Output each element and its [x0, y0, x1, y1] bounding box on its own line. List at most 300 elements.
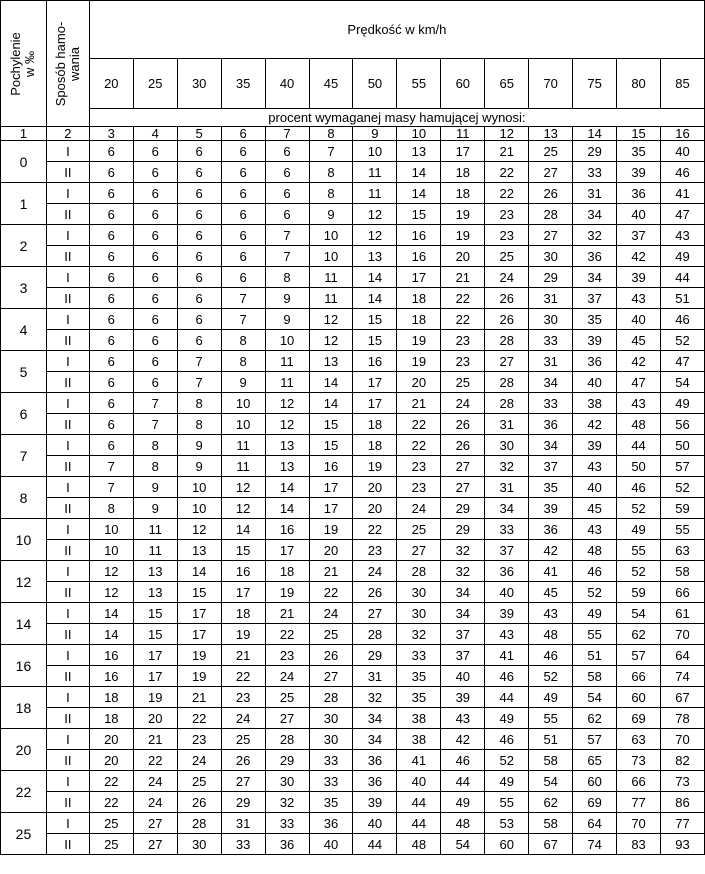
value-cell: 33: [265, 813, 309, 834]
value-cell: 7: [265, 246, 309, 267]
table-row: [1, 204, 705, 225]
value-cell: 48: [529, 624, 573, 645]
value-cell: 77: [617, 792, 661, 813]
braking-mode-cell: I: [46, 393, 89, 414]
value-cell: 10: [353, 141, 397, 162]
value-cell: 9: [177, 456, 221, 477]
table-row: [1, 582, 705, 603]
value-cell: 6: [177, 267, 221, 288]
grade-cell: 25: [1, 813, 47, 855]
value-cell: 55: [573, 624, 617, 645]
table-row: [1, 750, 705, 771]
value-cell: 8: [177, 393, 221, 414]
value-cell: 26: [221, 750, 265, 771]
value-cell: 20: [133, 708, 177, 729]
value-cell: 47: [661, 204, 705, 225]
value-cell: 40: [573, 477, 617, 498]
grade-cell: 14: [1, 603, 47, 645]
value-cell: 8: [309, 183, 353, 204]
value-cell: 50: [661, 435, 705, 456]
value-cell: 86: [661, 792, 705, 813]
value-cell: 22: [265, 624, 309, 645]
value-cell: 12: [177, 519, 221, 540]
value-cell: 55: [617, 540, 661, 561]
value-cell: 6: [133, 204, 177, 225]
table-row: [1, 288, 705, 309]
value-cell: 23: [397, 456, 441, 477]
column-number-cell: 9: [353, 127, 397, 141]
column-number-cell: 1: [1, 127, 47, 141]
value-cell: 6: [265, 183, 309, 204]
value-cell: 9: [265, 309, 309, 330]
table-row: [1, 372, 705, 393]
column-number-cell: 8: [309, 127, 353, 141]
braking-mode-cell: I: [46, 309, 89, 330]
value-cell: 22: [485, 162, 529, 183]
value-cell: 16: [265, 519, 309, 540]
value-cell: 22: [485, 183, 529, 204]
grade-cell: 4: [1, 309, 47, 351]
table-row: [1, 771, 705, 792]
speed-header-cell: 75: [573, 59, 617, 109]
value-cell: 7: [89, 477, 133, 498]
value-cell: 11: [265, 351, 309, 372]
value-cell: 26: [441, 414, 485, 435]
value-cell: 21: [177, 687, 221, 708]
value-cell: 17: [177, 624, 221, 645]
value-cell: 21: [221, 645, 265, 666]
value-cell: 48: [397, 834, 441, 855]
value-cell: 22: [441, 309, 485, 330]
braking-mode-cell: II: [46, 498, 89, 519]
braking-mode-cell: II: [46, 246, 89, 267]
value-cell: 27: [309, 666, 353, 687]
speed-header-cell: 45: [309, 59, 353, 109]
value-cell: 6: [89, 288, 133, 309]
value-cell: 39: [441, 687, 485, 708]
grade-cell: 6: [1, 393, 47, 435]
value-cell: 15: [309, 435, 353, 456]
value-cell: 18: [397, 309, 441, 330]
value-cell: 40: [353, 813, 397, 834]
value-cell: 19: [353, 456, 397, 477]
value-cell: 14: [265, 498, 309, 519]
value-cell: 40: [485, 582, 529, 603]
value-cell: 9: [309, 204, 353, 225]
braking-mode-cell: II: [46, 372, 89, 393]
value-cell: 37: [573, 288, 617, 309]
value-cell: 39: [485, 603, 529, 624]
value-cell: 23: [441, 330, 485, 351]
value-cell: 8: [309, 162, 353, 183]
value-cell: 11: [309, 288, 353, 309]
value-cell: 11: [221, 435, 265, 456]
value-cell: 36: [573, 351, 617, 372]
value-cell: 15: [133, 603, 177, 624]
value-cell: 27: [529, 162, 573, 183]
value-cell: 36: [529, 414, 573, 435]
braking-mode-cell: I: [46, 435, 89, 456]
value-cell: 34: [485, 498, 529, 519]
braking-mode-cell: I: [46, 351, 89, 372]
value-cell: 34: [353, 729, 397, 750]
braking-mode-cell: II: [46, 666, 89, 687]
value-cell: 14: [309, 393, 353, 414]
value-cell: 49: [661, 393, 705, 414]
value-cell: 41: [661, 183, 705, 204]
value-cell: 30: [529, 309, 573, 330]
value-cell: 62: [573, 708, 617, 729]
value-cell: 29: [441, 519, 485, 540]
value-cell: 24: [485, 267, 529, 288]
braking-mode-cell: I: [46, 687, 89, 708]
value-cell: 15: [177, 582, 221, 603]
value-cell: 39: [573, 330, 617, 351]
value-cell: 39: [529, 498, 573, 519]
table-row: [1, 435, 705, 456]
value-cell: 8: [133, 435, 177, 456]
value-cell: 24: [265, 666, 309, 687]
value-cell: 30: [485, 435, 529, 456]
value-cell: 36: [573, 246, 617, 267]
value-cell: 54: [617, 603, 661, 624]
value-cell: 33: [309, 771, 353, 792]
value-cell: 6: [265, 141, 309, 162]
value-cell: 29: [441, 498, 485, 519]
value-cell: 36: [353, 771, 397, 792]
value-cell: 43: [661, 225, 705, 246]
speed-header-cell: 30: [177, 59, 221, 109]
value-cell: 31: [573, 183, 617, 204]
value-cell: 14: [89, 603, 133, 624]
table-row: [1, 414, 705, 435]
value-cell: 58: [573, 666, 617, 687]
value-cell: 22: [177, 708, 221, 729]
value-cell: 54: [441, 834, 485, 855]
grade-header-label-2: w ‰: [22, 50, 38, 77]
value-cell: 10: [309, 246, 353, 267]
speed-header-cell: 50: [353, 59, 397, 109]
braking-mode-cell: I: [46, 645, 89, 666]
value-cell: 33: [221, 834, 265, 855]
value-cell: 6: [89, 435, 133, 456]
value-cell: 52: [661, 330, 705, 351]
value-cell: 6: [89, 267, 133, 288]
value-cell: 64: [661, 645, 705, 666]
value-cell: 9: [221, 372, 265, 393]
value-cell: 63: [617, 729, 661, 750]
grade-cell: 12: [1, 561, 47, 603]
value-cell: 46: [441, 750, 485, 771]
value-cell: 6: [177, 141, 221, 162]
value-cell: 63: [661, 540, 705, 561]
header-row-note: [1, 109, 705, 127]
braking-mode-cell: II: [46, 624, 89, 645]
table-row: [1, 519, 705, 540]
value-cell: 10: [177, 477, 221, 498]
table-row: [1, 561, 705, 582]
value-cell: 17: [133, 645, 177, 666]
value-cell: 23: [177, 729, 221, 750]
value-cell: 6: [89, 162, 133, 183]
value-cell: 21: [441, 267, 485, 288]
value-cell: 18: [265, 561, 309, 582]
value-cell: 6: [221, 183, 265, 204]
table-row: [1, 477, 705, 498]
value-cell: 29: [529, 267, 573, 288]
value-cell: 10: [221, 414, 265, 435]
value-cell: 69: [617, 708, 661, 729]
value-cell: 12: [353, 225, 397, 246]
value-cell: 12: [221, 477, 265, 498]
value-cell: 44: [397, 813, 441, 834]
value-cell: 6: [221, 267, 265, 288]
speed-header-cell: 55: [397, 59, 441, 109]
value-cell: 6: [265, 162, 309, 183]
value-cell: 27: [441, 477, 485, 498]
value-cell: 33: [529, 393, 573, 414]
value-cell: 19: [309, 519, 353, 540]
value-cell: 33: [573, 162, 617, 183]
braking-mode-cell: II: [46, 414, 89, 435]
value-cell: 16: [397, 225, 441, 246]
value-cell: 10: [89, 519, 133, 540]
speed-header-cell: 35: [221, 59, 265, 109]
value-cell: 59: [661, 498, 705, 519]
grade-cell: 22: [1, 771, 47, 813]
value-cell: 46: [661, 309, 705, 330]
value-cell: 25: [265, 687, 309, 708]
table-row: [1, 225, 705, 246]
value-cell: 26: [485, 309, 529, 330]
value-cell: 21: [265, 603, 309, 624]
value-cell: 49: [485, 708, 529, 729]
value-cell: 12: [89, 561, 133, 582]
value-cell: 21: [133, 729, 177, 750]
value-cell: 6: [177, 225, 221, 246]
value-cell: 9: [133, 477, 177, 498]
braking-mode-cell: I: [46, 225, 89, 246]
value-cell: 17: [221, 582, 265, 603]
grade-cell: 7: [1, 435, 47, 477]
value-cell: 77: [661, 813, 705, 834]
value-cell: 6: [89, 141, 133, 162]
value-cell: 14: [265, 477, 309, 498]
grade-cell: 2: [1, 225, 47, 267]
table-row: [1, 834, 705, 855]
value-cell: 60: [485, 834, 529, 855]
value-cell: 73: [617, 750, 661, 771]
value-cell: 18: [89, 687, 133, 708]
value-cell: 43: [485, 624, 529, 645]
value-cell: 6: [133, 309, 177, 330]
grade-cell: 0: [1, 141, 47, 183]
value-cell: 27: [221, 771, 265, 792]
value-cell: 19: [177, 645, 221, 666]
value-cell: 14: [353, 288, 397, 309]
value-cell: 62: [617, 624, 661, 645]
value-cell: 53: [485, 813, 529, 834]
value-cell: 13: [353, 246, 397, 267]
value-cell: 34: [529, 435, 573, 456]
value-cell: 8: [221, 351, 265, 372]
column-number-cell: 14: [573, 127, 617, 141]
value-cell: 65: [573, 750, 617, 771]
column-number-cell: 7: [265, 127, 309, 141]
value-cell: 40: [441, 666, 485, 687]
value-cell: 8: [221, 330, 265, 351]
value-cell: 24: [353, 561, 397, 582]
value-cell: 28: [397, 561, 441, 582]
value-cell: 19: [397, 330, 441, 351]
value-cell: 66: [617, 771, 661, 792]
braking-mode-cell: I: [46, 183, 89, 204]
value-cell: 20: [353, 477, 397, 498]
value-cell: 15: [353, 309, 397, 330]
value-cell: 24: [397, 498, 441, 519]
value-cell: 57: [573, 729, 617, 750]
value-cell: 44: [397, 792, 441, 813]
column-number-cell: 11: [441, 127, 485, 141]
value-cell: 17: [397, 267, 441, 288]
column-number-cell: 10: [397, 127, 441, 141]
value-cell: 12: [353, 204, 397, 225]
value-cell: 24: [441, 393, 485, 414]
value-cell: 52: [661, 477, 705, 498]
value-cell: 49: [617, 519, 661, 540]
table-row: [1, 141, 705, 162]
value-cell: 19: [441, 225, 485, 246]
value-cell: 51: [661, 288, 705, 309]
value-cell: 22: [221, 666, 265, 687]
value-cell: 7: [133, 414, 177, 435]
value-cell: 22: [89, 792, 133, 813]
value-cell: 21: [485, 141, 529, 162]
value-cell: 51: [529, 729, 573, 750]
value-cell: 6: [133, 225, 177, 246]
value-cell: 6: [221, 225, 265, 246]
value-cell: 7: [221, 309, 265, 330]
value-cell: 22: [133, 750, 177, 771]
value-cell: 40: [397, 771, 441, 792]
value-cell: 74: [661, 666, 705, 687]
value-cell: 27: [397, 540, 441, 561]
value-cell: 31: [221, 813, 265, 834]
value-cell: 17: [265, 540, 309, 561]
value-cell: 46: [661, 162, 705, 183]
value-cell: 30: [309, 708, 353, 729]
value-cell: 31: [353, 666, 397, 687]
value-cell: 13: [133, 582, 177, 603]
braking-mode-cell: II: [46, 540, 89, 561]
value-cell: 6: [177, 246, 221, 267]
value-cell: 6: [177, 288, 221, 309]
value-cell: 12: [265, 393, 309, 414]
braking-mode-cell: I: [46, 729, 89, 750]
value-cell: 36: [353, 750, 397, 771]
column-number-cell: 2: [46, 127, 89, 141]
value-cell: 18: [89, 708, 133, 729]
value-cell: 27: [133, 813, 177, 834]
table-row: [1, 162, 705, 183]
value-cell: 34: [573, 267, 617, 288]
value-cell: 15: [133, 624, 177, 645]
value-cell: 82: [661, 750, 705, 771]
value-cell: 29: [353, 645, 397, 666]
value-cell: 22: [309, 582, 353, 603]
value-cell: 16: [221, 561, 265, 582]
value-cell: 58: [529, 813, 573, 834]
value-cell: 35: [529, 477, 573, 498]
value-cell: 45: [529, 582, 573, 603]
value-cell: 54: [661, 372, 705, 393]
value-cell: 10: [265, 330, 309, 351]
value-cell: 34: [573, 204, 617, 225]
value-cell: 44: [485, 687, 529, 708]
value-cell: 27: [529, 225, 573, 246]
value-cell: 10: [309, 225, 353, 246]
braking-mode-cell: I: [46, 519, 89, 540]
value-cell: 22: [441, 288, 485, 309]
value-cell: 16: [89, 645, 133, 666]
value-cell: 45: [573, 498, 617, 519]
percent-note: procent wymaganej masy hamującej wynosi:: [89, 109, 704, 127]
value-cell: 10: [89, 540, 133, 561]
value-cell: 6: [177, 204, 221, 225]
value-cell: 44: [441, 771, 485, 792]
value-cell: 25: [89, 834, 133, 855]
value-cell: 67: [529, 834, 573, 855]
value-cell: 16: [353, 351, 397, 372]
value-cell: 23: [221, 687, 265, 708]
table-row: [1, 603, 705, 624]
value-cell: 46: [485, 729, 529, 750]
value-cell: 6: [133, 372, 177, 393]
value-cell: 22: [397, 414, 441, 435]
value-cell: 10: [221, 393, 265, 414]
value-cell: 48: [573, 540, 617, 561]
value-cell: 38: [397, 708, 441, 729]
value-cell: 30: [265, 771, 309, 792]
table-row: [1, 792, 705, 813]
value-cell: 52: [617, 561, 661, 582]
value-cell: 8: [265, 267, 309, 288]
value-cell: 13: [397, 141, 441, 162]
braking-mode-header-label-2: wania: [66, 46, 82, 81]
value-cell: 6: [89, 330, 133, 351]
value-cell: 34: [529, 372, 573, 393]
value-cell: 6: [221, 204, 265, 225]
value-cell: 6: [177, 309, 221, 330]
value-cell: 43: [617, 288, 661, 309]
table-row: [1, 813, 705, 834]
value-cell: 10: [177, 498, 221, 519]
value-cell: 40: [617, 204, 661, 225]
value-cell: 6: [89, 225, 133, 246]
value-cell: 28: [309, 687, 353, 708]
table-row: [1, 183, 705, 204]
value-cell: 25: [221, 729, 265, 750]
value-cell: 29: [573, 141, 617, 162]
value-cell: 40: [309, 834, 353, 855]
braking-mode-cell: I: [46, 141, 89, 162]
value-cell: 40: [617, 309, 661, 330]
value-cell: 31: [485, 477, 529, 498]
value-cell: 6: [89, 183, 133, 204]
value-cell: 27: [133, 834, 177, 855]
value-cell: 19: [265, 582, 309, 603]
table-row: [1, 666, 705, 687]
